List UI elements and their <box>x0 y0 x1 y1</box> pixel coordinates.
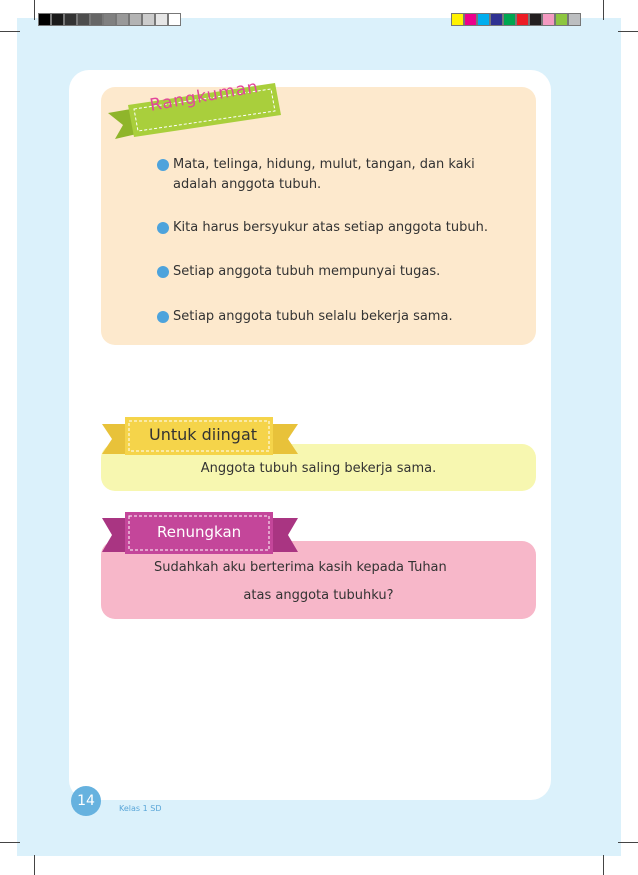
grayscale-calibration-bar <box>38 13 181 26</box>
crop-mark <box>603 0 604 20</box>
crop-mark <box>618 842 638 843</box>
bullet-icon <box>157 222 169 234</box>
reflect-title: Renungkan <box>157 523 242 541</box>
crop-mark <box>0 842 20 843</box>
remember-title: Untuk diingat <box>149 425 258 444</box>
color-calibration-bar <box>451 13 581 26</box>
reflect-question-line1: Sudahkah aku berterima kasih kepada Tuhan <box>154 560 447 575</box>
summary-item: Setiap anggota tubuh selalu bekerja sama. <box>157 307 533 327</box>
summary-item: Mata, telinga, hidung, mulut, tangan, dan kaki adalah anggota tubuh. <box>157 155 533 195</box>
crop-mark <box>34 855 35 875</box>
bullet-icon <box>157 311 169 323</box>
summary-item: Kita harus bersyukur atas setiap anggota tubuh. <box>157 218 533 238</box>
crop-mark <box>34 0 35 20</box>
crop-mark <box>0 31 20 32</box>
remember-text: Anggota tubuh saling bekerja sama. <box>200 461 437 476</box>
summary-title: Rangkuman <box>148 77 261 116</box>
crop-mark <box>618 31 638 32</box>
bullet-icon <box>157 266 169 278</box>
reflect-question-line2: atas anggota tubuhku? <box>243 588 394 603</box>
class-label: Kelas 1 SD <box>119 804 162 813</box>
crop-mark <box>603 855 604 875</box>
page-number: 14 <box>71 786 101 816</box>
summary-item: Setiap anggota tubuh mempunyai tugas. <box>157 262 533 282</box>
bullet-icon <box>157 159 169 171</box>
